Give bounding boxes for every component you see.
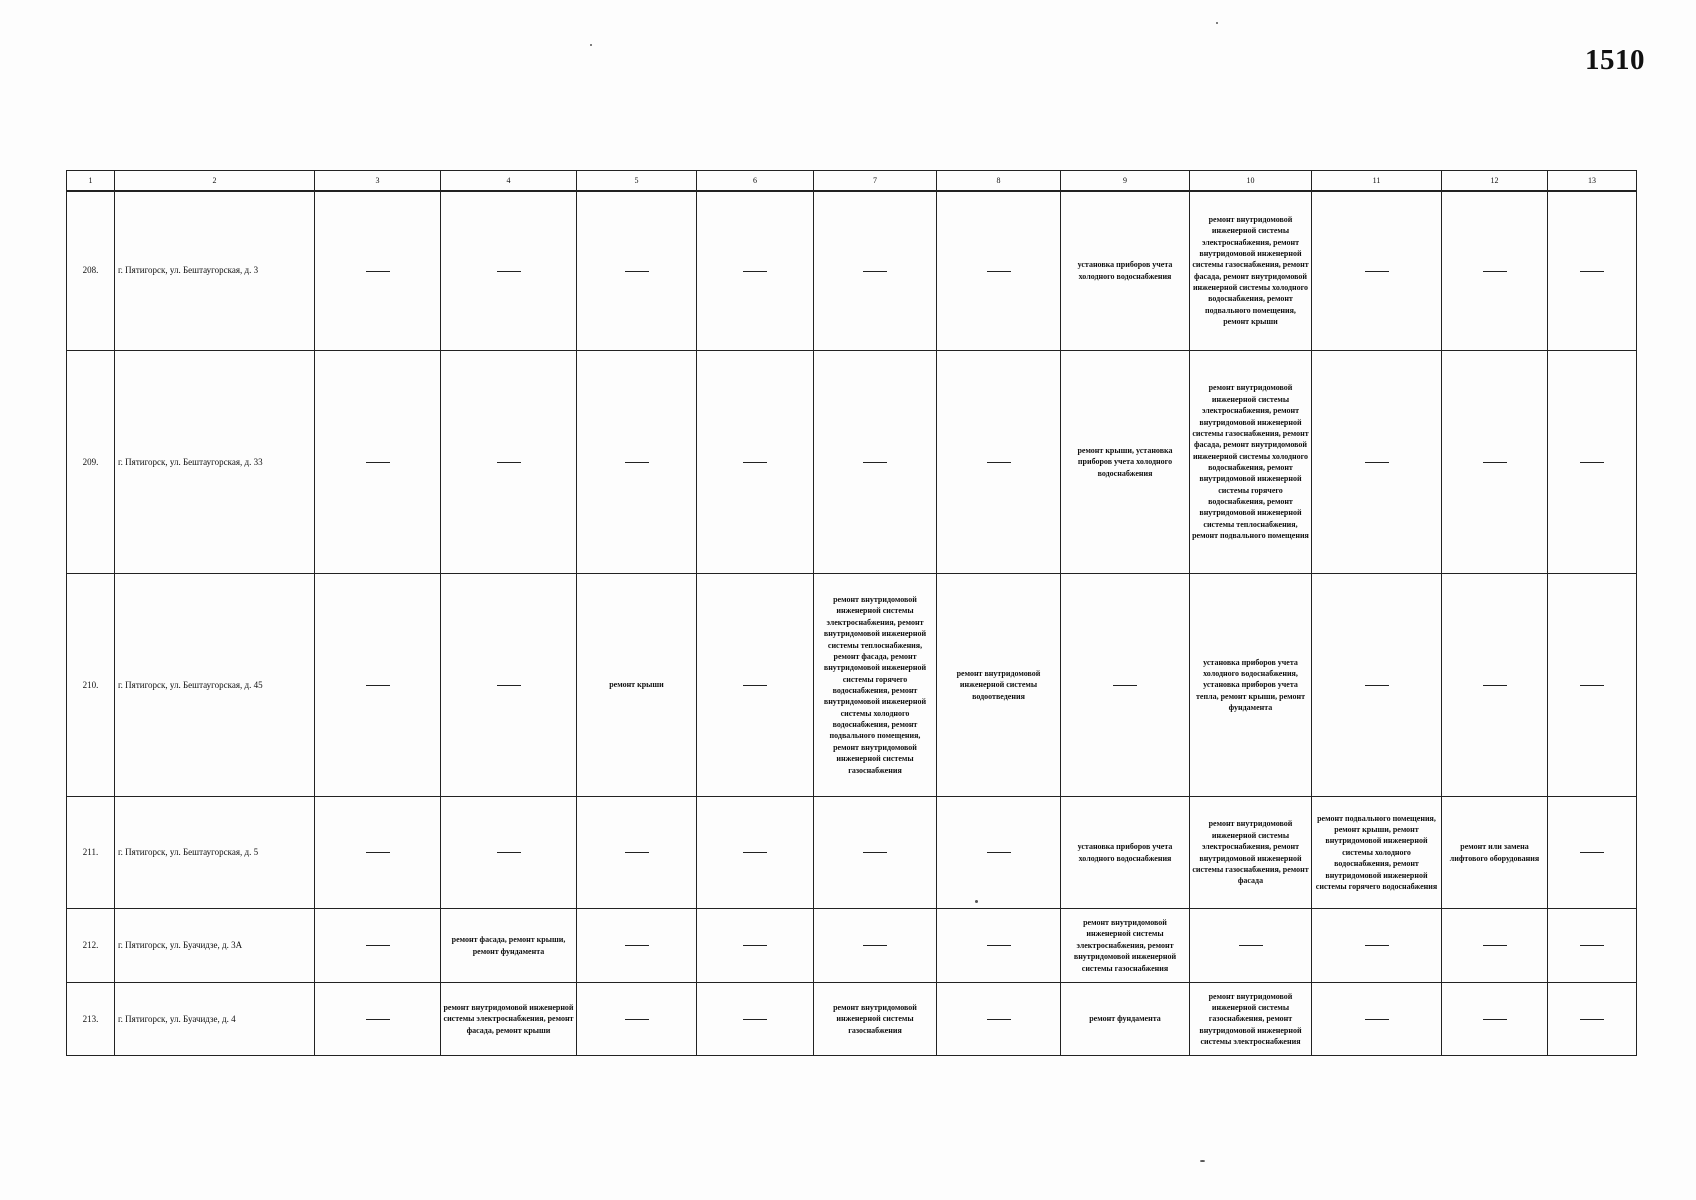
column-number: 3	[315, 171, 441, 191]
table-row	[67, 574, 1637, 797]
dash-mark	[1483, 1019, 1507, 1020]
building-address: г. Пятигорск, ул. Бештаугорская, д. 5	[115, 797, 315, 909]
dash-mark	[625, 271, 649, 272]
dash-mark	[743, 462, 767, 463]
empty-cell	[577, 191, 697, 351]
empty-cell	[315, 909, 441, 983]
scan-speck	[590, 44, 592, 46]
column-number: 1	[67, 171, 115, 191]
dash-mark	[1483, 685, 1507, 686]
table-row	[67, 909, 1637, 983]
row-number: 209.	[67, 351, 115, 574]
repair-work-cell: ремонт внутридомовой инженерной системы электроснабжения, ремонт внутридомовой инженерной системы теплоснабжения, ремонт фасада, ремонт внутридомовой инженерной системы горячего водоснабжения, ремонт внутридомовой инженерной системы холодного водоснабжения, ремонт подвального помещения, ремонт внутридомовой инженерной системы газоснабжения	[814, 574, 937, 797]
empty-cell	[937, 983, 1061, 1056]
dash-mark	[743, 685, 767, 686]
empty-cell	[1442, 191, 1548, 351]
dash-mark	[625, 462, 649, 463]
building-address: г. Пятигорск, ул. Буачидзе, д. 4	[115, 983, 315, 1056]
empty-cell	[1548, 574, 1637, 797]
empty-cell	[441, 574, 577, 797]
empty-cell	[315, 351, 441, 574]
empty-cell	[697, 909, 814, 983]
dash-mark	[987, 945, 1011, 946]
dash-mark	[497, 852, 521, 853]
row-number: 208.	[67, 191, 115, 351]
empty-cell	[441, 351, 577, 574]
building-address: г. Пятигорск, ул. Бештаугорская, д. 45	[115, 574, 315, 797]
dash-mark	[1580, 685, 1604, 686]
empty-cell	[937, 191, 1061, 351]
table-row	[67, 351, 1637, 574]
column-number: 7	[814, 171, 937, 191]
repair-work-cell: ремонт или замена лифтового оборудования	[1442, 797, 1548, 909]
dash-mark	[743, 852, 767, 853]
repair-work-cell: ремонт внутридомовой инженерной системы электроснабжения, ремонт фасада, ремонт крыши	[441, 983, 577, 1056]
dash-mark	[497, 685, 521, 686]
repair-work-cell: установка приборов учета холодного водоснабжения	[1061, 797, 1190, 909]
empty-cell	[1548, 983, 1637, 1056]
empty-cell	[1442, 351, 1548, 574]
dash-mark	[1483, 271, 1507, 272]
dash-mark	[366, 945, 390, 946]
empty-cell	[1442, 574, 1548, 797]
dash-mark	[1365, 1019, 1389, 1020]
dash-mark	[1113, 685, 1137, 686]
dash-mark	[366, 685, 390, 686]
dash-mark	[625, 1019, 649, 1020]
dash-mark	[1239, 945, 1263, 946]
table-row	[67, 797, 1637, 909]
dash-mark	[366, 1019, 390, 1020]
dash-mark	[987, 852, 1011, 853]
dash-mark	[987, 271, 1011, 272]
empty-cell	[1548, 191, 1637, 351]
repair-work-cell: ремонт внутридомовой инженерной системы газоснабжения, ремонт внутридомовой инженерной системы электроснабжения	[1190, 983, 1312, 1056]
dash-mark	[366, 462, 390, 463]
repair-work-cell: ремонт внутридомовой инженерной системы электроснабжения, ремонт внутридомовой инженерной системы газоснабжения, ремонт фасада, ремонт внутридомовой инженерной системы холодного водоснабжения, ремонт внутридомовой инженерной системы горячего водоснабжения, ремонт внутридомовой инженерной системы теплоснабжения, ремонт подвального помещения	[1190, 351, 1312, 574]
repair-work-cell: установка приборов учета холодного водоснабжения	[1061, 191, 1190, 351]
repair-schedule-table	[66, 170, 1637, 1056]
dash-mark	[1365, 685, 1389, 686]
empty-cell	[315, 191, 441, 351]
empty-cell	[577, 797, 697, 909]
building-address: г. Пятигорск, ул. Бештаугорская, д. 3	[115, 191, 315, 351]
empty-cell	[1442, 909, 1548, 983]
column-number: 9	[1061, 171, 1190, 191]
dash-mark	[987, 462, 1011, 463]
dash-mark	[1365, 462, 1389, 463]
dash-mark	[366, 852, 390, 853]
empty-cell	[814, 351, 937, 574]
empty-cell	[814, 909, 937, 983]
empty-cell	[1190, 909, 1312, 983]
repair-work-cell: ремонт внутридомовой инженерной системы водоотведения	[937, 574, 1061, 797]
dash-mark	[1365, 945, 1389, 946]
empty-cell	[937, 909, 1061, 983]
empty-cell	[814, 191, 937, 351]
dash-mark	[987, 1019, 1011, 1020]
table-row	[67, 191, 1637, 351]
dash-mark	[1580, 462, 1604, 463]
repair-work-cell: ремонт внутридомовой инженерной системы электроснабжения, ремонт внутридомовой инженерной системы газоснабжения, ремонт фасада, ремонт внутридомовой инженерной системы холодного водоснабжения, ремонт подвального помещения, ремонт крыши	[1190, 191, 1312, 351]
column-number: 11	[1312, 171, 1442, 191]
building-address: г. Пятигорск, ул. Бештаугорская, д. 33	[115, 351, 315, 574]
empty-cell	[1548, 797, 1637, 909]
empty-cell	[577, 983, 697, 1056]
empty-cell	[937, 797, 1061, 909]
column-number: 8	[937, 171, 1061, 191]
empty-cell	[697, 351, 814, 574]
repair-work-cell: ремонт внутридомовой инженерной системы газоснабжения	[814, 983, 937, 1056]
column-number: 6	[697, 171, 814, 191]
dash-mark	[1483, 945, 1507, 946]
column-number: 12	[1442, 171, 1548, 191]
empty-cell	[697, 797, 814, 909]
dash-mark	[743, 1019, 767, 1020]
empty-cell	[441, 191, 577, 351]
dash-mark	[366, 271, 390, 272]
empty-cell	[441, 797, 577, 909]
repair-work-cell: ремонт фасада, ремонт крыши, ремонт фундамента	[441, 909, 577, 983]
dash-mark	[625, 852, 649, 853]
empty-cell	[315, 797, 441, 909]
dash-mark	[1580, 852, 1604, 853]
repair-work-cell: ремонт крыши	[577, 574, 697, 797]
column-number: 13	[1548, 171, 1637, 191]
dash-mark	[497, 462, 521, 463]
dash-mark	[1580, 945, 1604, 946]
dash-mark	[497, 271, 521, 272]
empty-cell	[1312, 983, 1442, 1056]
table-row	[67, 983, 1637, 1056]
dash-mark	[863, 852, 887, 853]
dash-mark	[1483, 462, 1507, 463]
column-number: 4	[441, 171, 577, 191]
row-number: 213.	[67, 983, 115, 1056]
column-number-row	[67, 171, 1637, 191]
repair-work-cell: ремонт внутридомовой инженерной системы электроснабжения, ремонт внутридомовой инженерной системы газоснабжения	[1061, 909, 1190, 983]
empty-cell	[1442, 983, 1548, 1056]
row-number: 212.	[67, 909, 115, 983]
dash-mark	[863, 271, 887, 272]
empty-cell	[1548, 351, 1637, 574]
empty-cell	[315, 574, 441, 797]
empty-cell	[315, 983, 441, 1056]
row-number: 211.	[67, 797, 115, 909]
empty-cell	[814, 797, 937, 909]
dash-mark	[1580, 271, 1604, 272]
building-address: г. Пятигорск, ул. Буачидзе, д. 3А	[115, 909, 315, 983]
dash-mark	[863, 462, 887, 463]
empty-cell	[1312, 574, 1442, 797]
empty-cell	[1312, 351, 1442, 574]
dash-mark	[1365, 271, 1389, 272]
empty-cell	[577, 909, 697, 983]
dash-mark	[1580, 1019, 1604, 1020]
page-number: 1510	[1585, 44, 1645, 76]
repair-work-cell: ремонт внутридомовой инженерной системы электроснабжения, ремонт внутридомовой инженерной системы газоснабжения, ремонт фасада	[1190, 797, 1312, 909]
empty-cell	[937, 351, 1061, 574]
dash-mark	[743, 271, 767, 272]
empty-cell	[697, 983, 814, 1056]
empty-cell	[697, 574, 814, 797]
empty-cell	[697, 191, 814, 351]
dash-mark	[743, 945, 767, 946]
scan-speck	[1200, 1160, 1205, 1162]
repair-work-cell: ремонт подвального помещения, ремонт крыши, ремонт внутридомовой инженерной системы холодного водоснабжения, ремонт внутридомовой инженерной системы горячего водоснабжения	[1312, 797, 1442, 909]
column-number: 10	[1190, 171, 1312, 191]
empty-cell	[1548, 909, 1637, 983]
empty-cell	[1061, 574, 1190, 797]
empty-cell	[1312, 909, 1442, 983]
scan-speck	[975, 900, 978, 903]
column-number: 5	[577, 171, 697, 191]
repair-work-cell: ремонт крыши, установка приборов учета холодного водоснабжения	[1061, 351, 1190, 574]
scan-speck	[1216, 22, 1218, 24]
row-number: 210.	[67, 574, 115, 797]
repair-work-cell: ремонт фундамента	[1061, 983, 1190, 1056]
dash-mark	[863, 945, 887, 946]
empty-cell	[577, 351, 697, 574]
empty-cell	[1312, 191, 1442, 351]
dash-mark	[625, 945, 649, 946]
repair-work-cell: установка приборов учета холодного водоснабжения, установка приборов учета тепла, ремонт крыши, ремонт фундамента	[1190, 574, 1312, 797]
column-number: 2	[115, 171, 315, 191]
